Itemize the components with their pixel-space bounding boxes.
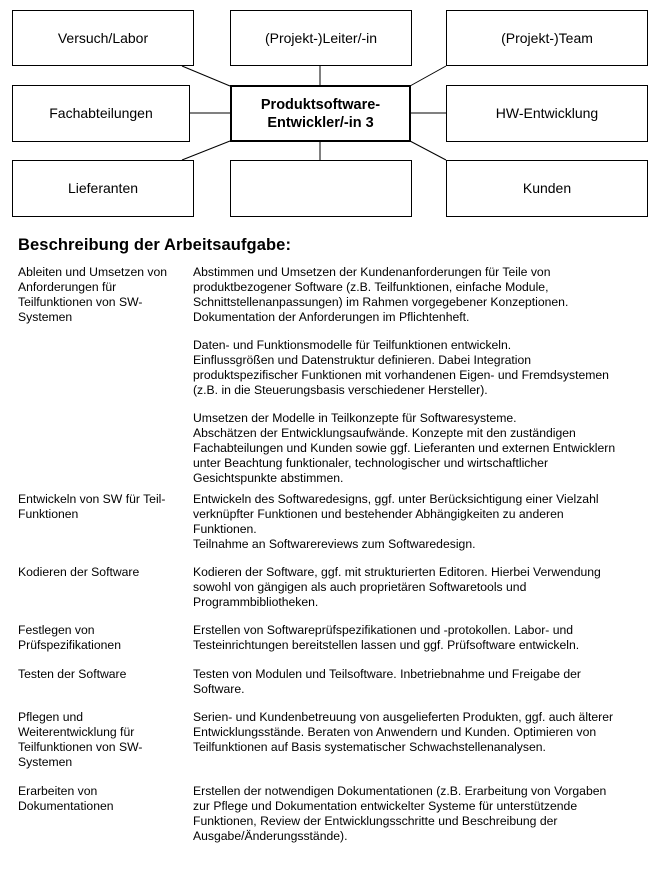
task-description bbox=[193, 492, 648, 565]
task-paragraph: Kodieren der Software, ggf. mit strukturierten Editoren. Hierbei Verwendung sowohl von gängigen als auch proprietären Softwaretools und Programmbibliotheken. bbox=[193, 565, 601, 609]
task-paragraph: Entwickeln des Softwaredesigns, ggf. unter Berücksichtigung einer Vielzahl verknüpfter Funktionen und bestehender Abhängigkeiten zu anderen Funktionen. Teilnahme an Softwarereviews zum Softwaredesign. bbox=[193, 492, 599, 551]
box-middle-left-label: Fachabteilungen bbox=[49, 105, 153, 121]
box-bottom-left bbox=[12, 160, 194, 217]
task-name: Festlegen von Prüfspezifikationen bbox=[18, 623, 121, 652]
box-bottom-right bbox=[446, 160, 648, 217]
task-description bbox=[193, 667, 648, 710]
task-paragraph: Daten- und Funktionsmodelle für Teilfunktionen entwickeln. Einflussgrößen und Datenstruktur definieren. Dabei Integration produktspezifischer Funktionen mit vorhandenen Eigen- und Fremdsystemen (z.B. in die Steuerungsbasis verschiedener Hersteller). bbox=[193, 338, 609, 397]
task-paragraph: Umsetzen der Modelle in Teilkonzepte für Softwaresysteme. Abschätzen der Entwicklungsaufwände. Konzepte mit den zuständigen Fachabteilungen und Kunden sowie ggf. Lieferanten und externen Entwicklern unter Beachtung funktionaler, technologischer und wirtschaftlicher Gesichtspunkte abstimmen. bbox=[193, 411, 616, 485]
task-name: Ableiten und Umsetzen von Anforderungen für Teilfunktionen von SW- Systemen bbox=[18, 265, 168, 324]
task-row bbox=[18, 265, 648, 492]
task-name: Testen der Software bbox=[18, 667, 127, 681]
task-row bbox=[18, 565, 648, 623]
task-row bbox=[18, 710, 648, 784]
box-top-middle-label: (Projekt-)Leiter/-in bbox=[264, 29, 378, 46]
box-top-right-label: (Projekt-)Team bbox=[501, 29, 593, 46]
task-paragraph: Testen von Modulen und Teilsoftware. Inbetriebnahme und Freigabe der Software. bbox=[193, 667, 581, 696]
box-bottom-right-label: Kunden bbox=[522, 180, 572, 196]
box-top-right bbox=[446, 10, 648, 66]
task-description bbox=[193, 565, 648, 623]
task-list bbox=[18, 265, 648, 844]
task-name: Entwickeln von SW für Teil- Funktionen bbox=[18, 492, 166, 521]
task-row bbox=[18, 623, 648, 667]
task-row bbox=[18, 492, 648, 565]
section-title: Beschreibung der Arbeitsaufgabe: bbox=[18, 236, 292, 254]
connector-top-right bbox=[410, 66, 446, 86]
box-middle-right bbox=[446, 85, 648, 142]
box-center-label: Produktsoftware- Entwickler/-in 3 bbox=[260, 96, 381, 131]
task-paragraph: Abstimmen und Umsetzen der Kundenanforderungen für Teile von produktbezogener Software (z.B. Teilfunktionen, einfache Module, Schnittstellenanpassungen) im Rahmen vorgegebener Konzeptionen. Dokumentation der Anforderungen im Pflichtenheft. bbox=[193, 265, 569, 324]
task-name: Erarbeiten von Dokumentationen bbox=[18, 784, 114, 813]
box-middle-right-label: HW-Entwicklung bbox=[495, 105, 599, 121]
box-center bbox=[230, 85, 411, 142]
task-name: Pflegen und Weiterentwicklung für Teilfunktionen von SW- Systemen bbox=[18, 710, 143, 769]
box-bottom-left-label: Lieferanten bbox=[67, 180, 139, 196]
task-paragraph: Erstellen der notwendigen Dokumentationen (z.B. Erarbeitung von Vorgaben zur Pflege und Dokumentation entwickelter Systeme für unterstützende Funktionen, Review der Entwicklungsschritte und Beschreibung der Ausgabe/Änderungsstände). bbox=[193, 784, 607, 843]
task-row bbox=[18, 667, 648, 710]
task-paragraph: Serien- und Kundenbetreuung von ausgelieferten Produkten, ggf. auch älterer Entwicklungsstände. Beraten von Anwendern und Kunden. Optimieren von Teilfunktionen auf Basis systematischer Schwachstellenanalysen. bbox=[193, 710, 614, 754]
task-description bbox=[193, 710, 648, 784]
connector-top-left bbox=[182, 66, 230, 86]
box-middle-left bbox=[12, 85, 190, 142]
connector-bottom-left bbox=[182, 141, 230, 160]
task-description bbox=[193, 265, 648, 492]
box-top-left-label: Versuch/Labor bbox=[57, 29, 149, 46]
box-top-left bbox=[12, 10, 194, 66]
task-description bbox=[193, 784, 648, 844]
connector-bottom-right bbox=[410, 141, 446, 160]
box-top-middle bbox=[230, 10, 412, 66]
task-paragraph: Erstellen von Softwareprüfspezifikationen und -protokollen. Labor- und Testeinrichtungen bereitstellen lassen und ggf. Prüfsoftware entwickeln. bbox=[193, 623, 580, 652]
box-bottom-middle bbox=[230, 160, 412, 217]
task-description bbox=[193, 623, 648, 667]
task-row bbox=[18, 784, 648, 844]
task-name: Kodieren der Software bbox=[18, 565, 140, 579]
role-diagram bbox=[0, 0, 659, 230]
